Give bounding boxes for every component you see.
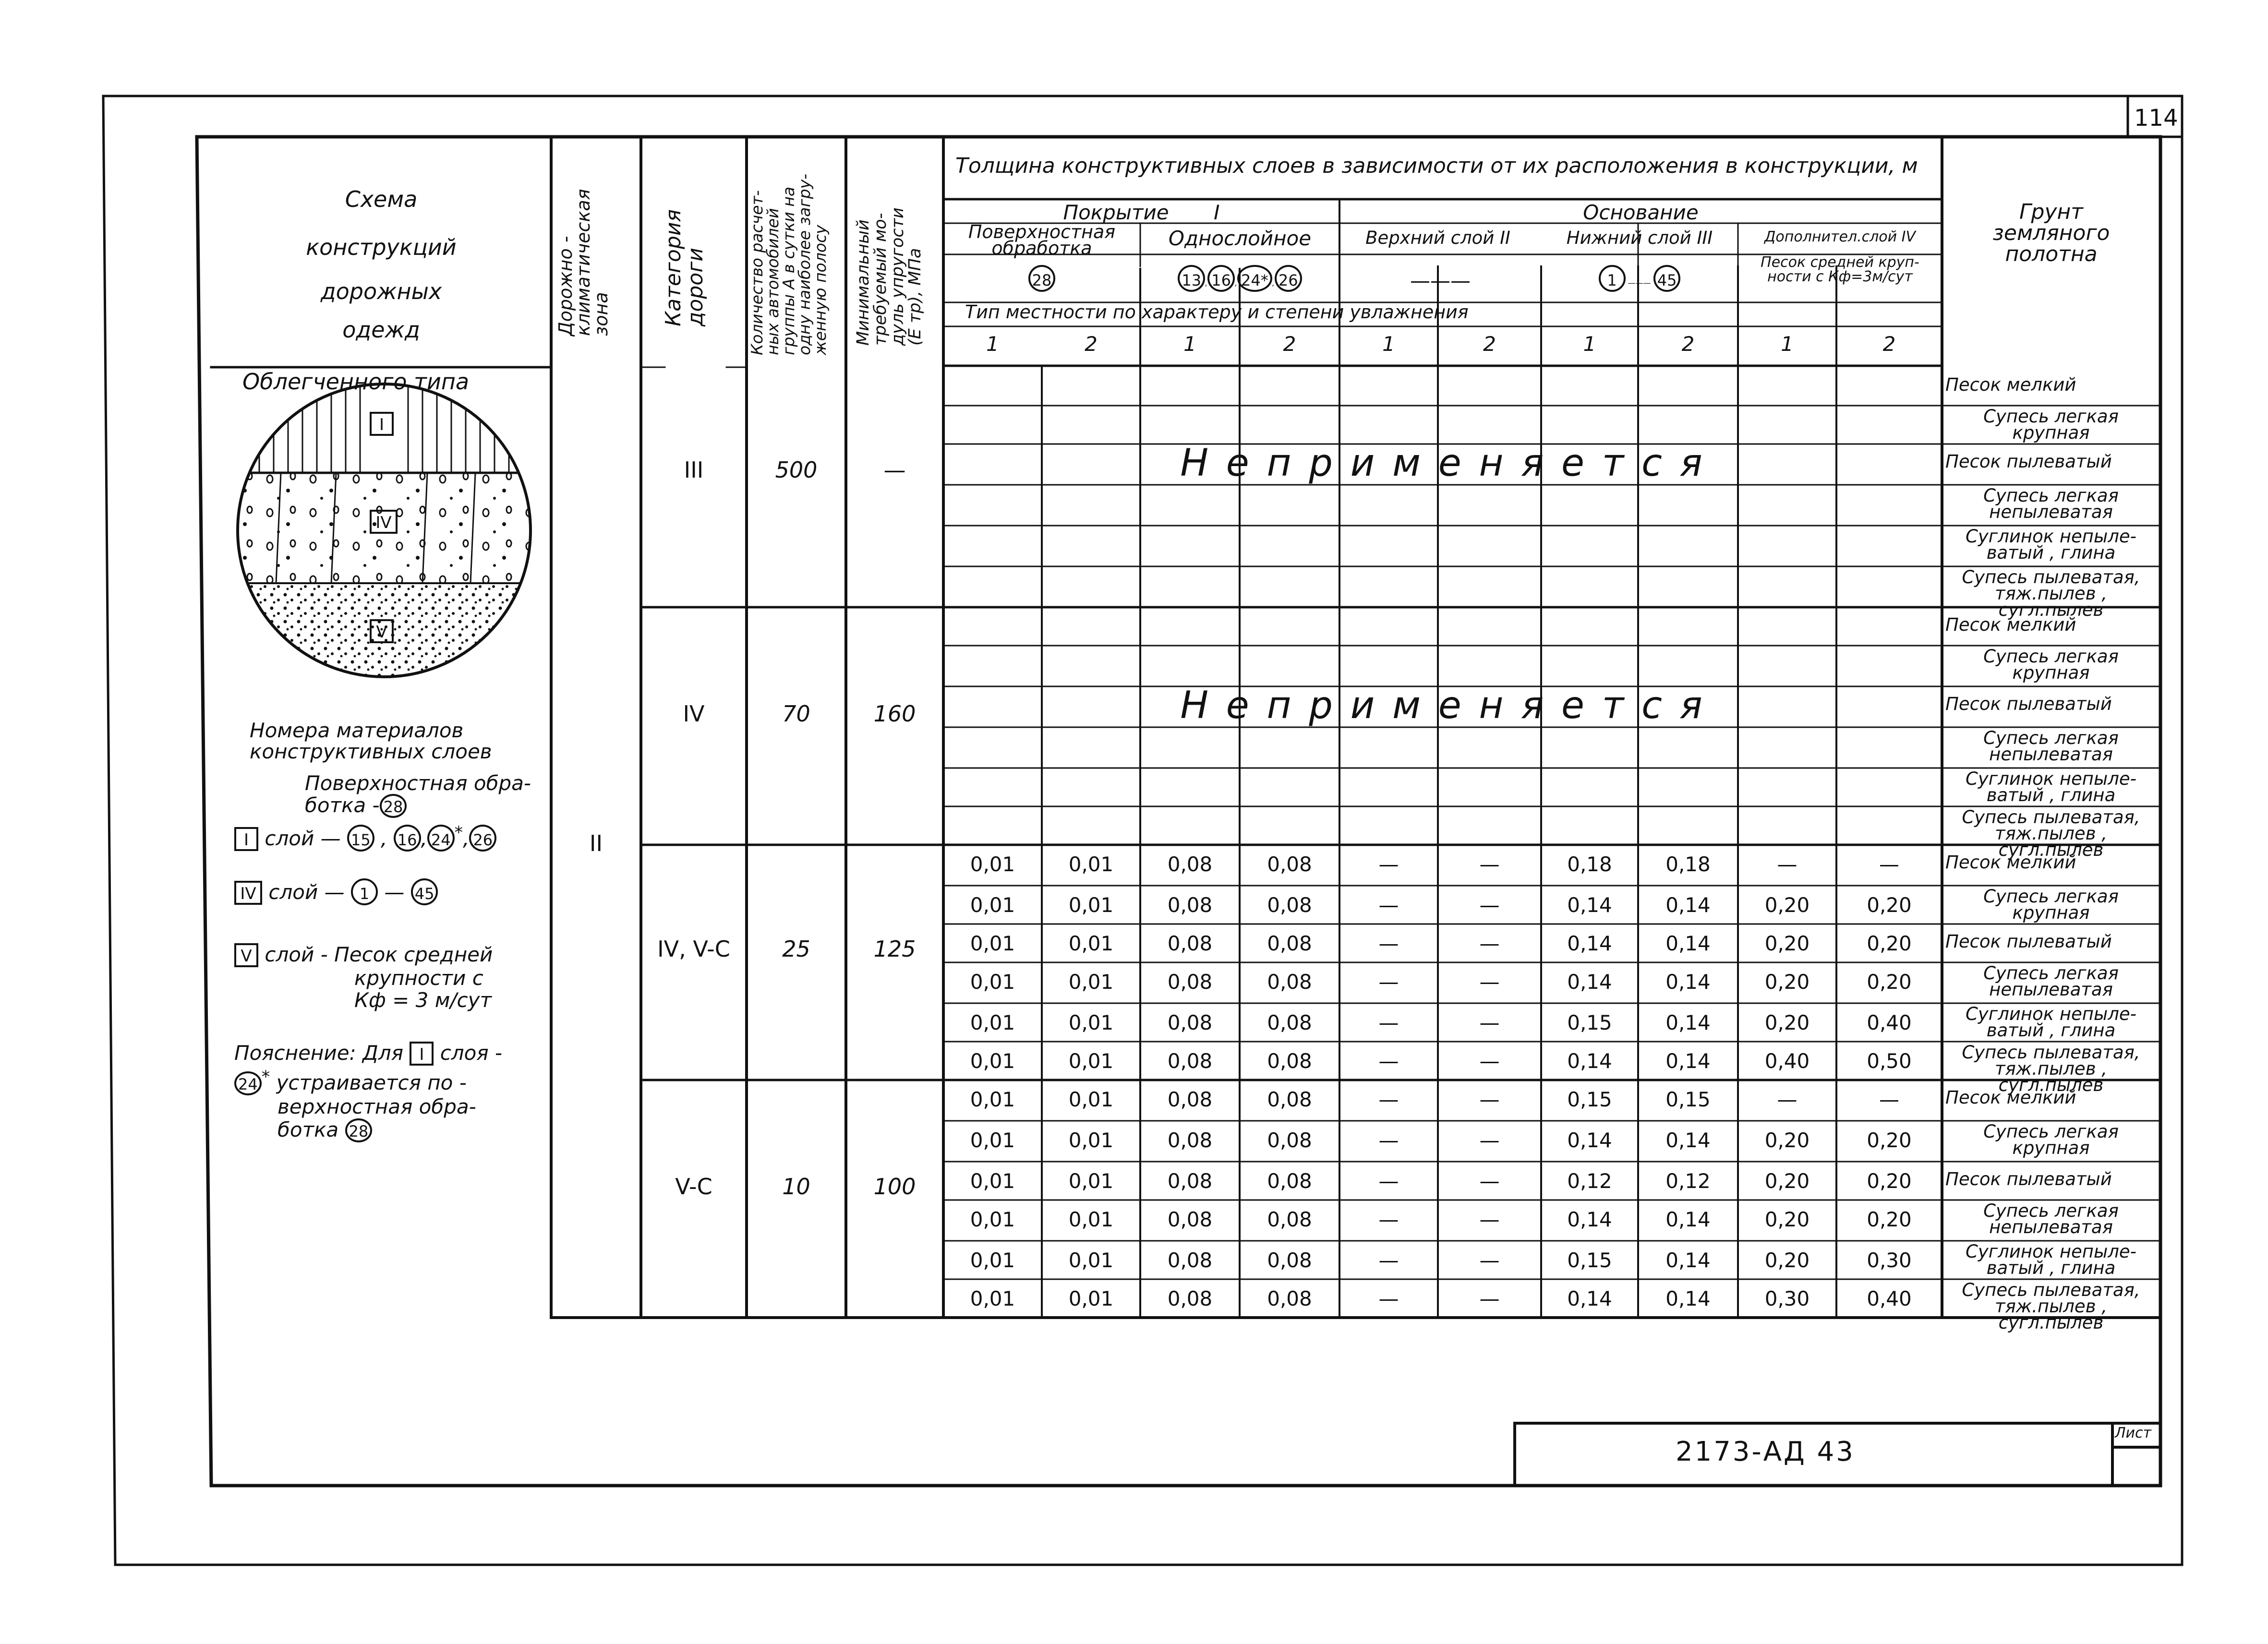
material-28: 28 [943, 265, 1140, 292]
thickness-cell: 0,20 [1764, 932, 1810, 955]
thickness-cell: 0,08 [1167, 970, 1213, 994]
thickness-cell: 0,08 [1167, 1011, 1213, 1034]
thickness-cell: 0,08 [1267, 893, 1312, 917]
thickness-cell: — [1479, 893, 1500, 917]
thickness-cell: — [1479, 852, 1500, 876]
thickness-cell: 0,08 [1267, 852, 1312, 876]
thickness-cell: 0,20 [1764, 1169, 1810, 1193]
g2-modulus: 160 [873, 701, 916, 727]
thickness-cell: 0,14 [1567, 1049, 1612, 1073]
thickness-cell: 0,08 [1267, 1128, 1312, 1152]
soil-label: Супесь пылеватая, тяж.пылев , сугл.пылев [1962, 1280, 2140, 1333]
thickness-cell: 0,15 [1567, 1088, 1612, 1111]
additional-layer-header: Дополнител.слой IV [1764, 228, 1916, 245]
layer-mark-1: I [370, 412, 394, 436]
g2-category: IV [683, 701, 705, 727]
thickness-cell: 0,18 [1665, 852, 1711, 876]
thickness-cell: — [1378, 1128, 1399, 1152]
layer-mark-5: V [370, 619, 394, 643]
layer-mark-4: IV [370, 510, 398, 534]
soil-label: Песок пылеватый [1945, 1169, 2112, 1189]
scheme-note: Пояснение: Для I слоя - 24 * устраивается по - верхностная обра- ботка 28 [234, 1041, 503, 1141]
thickness-cell: — [1378, 1049, 1399, 1073]
g4-modulus: 100 [873, 1174, 916, 1200]
thickness-cell: 0,01 [1068, 932, 1114, 955]
thickness-cell: 0,08 [1267, 1208, 1312, 1231]
thickness-cell: 0,14 [1665, 932, 1711, 955]
soil-label: Супесь пылеватая, тяж.пылев , сугл.пылев [1962, 567, 2140, 620]
surface-note: Поверхностная обра- ботка - 28 [305, 771, 531, 817]
scheme-header-4: одежд [342, 317, 420, 343]
thickness-cell: 0,08 [1167, 1088, 1213, 1111]
thickness-cell: 0,20 [1867, 1128, 1912, 1152]
thickness-cell: — [1479, 1011, 1500, 1034]
surface-treatment-header: Поверхностная обработка [968, 221, 1116, 259]
thickness-cell: 0,08 [1267, 1011, 1312, 1034]
thickness-cell: 0,08 [1267, 1169, 1312, 1193]
thickness-cell: 0,01 [970, 1049, 1015, 1073]
thickness-cell: 0,15 [1665, 1088, 1711, 1111]
thickness-cell: 0,08 [1167, 1287, 1213, 1310]
thickness-cell: — [1378, 1011, 1399, 1034]
g1-modulus: — [883, 457, 906, 483]
sub-col-4: 2 [1283, 332, 1296, 356]
thickness-cell: 0,30 [1867, 1248, 1912, 1272]
thickness-cell: 0,14 [1665, 893, 1711, 917]
soil-header: Грунт земляного полотна [1992, 200, 2110, 266]
thickness-cell: 0,08 [1167, 1049, 1213, 1073]
thickness-cell: — [1378, 893, 1399, 917]
g3-traffic: 25 [782, 936, 810, 962]
thickness-cell: 0,01 [1068, 1169, 1114, 1193]
thickness-cell: 0,08 [1167, 1248, 1213, 1272]
sub-col-8: 2 [1681, 332, 1695, 356]
thickness-cell: 0,08 [1267, 970, 1312, 994]
soil-label: Супесь пылеватая, тяж.пылев , сугл.пылев [1962, 807, 2140, 860]
thickness-cell: 0,01 [1068, 1128, 1114, 1152]
layer1-legend: I слой — 15 , 16 , 24 *, 26 [234, 823, 496, 852]
base-header: Основание [1583, 201, 1699, 224]
thickness-cell: — [1777, 1088, 1798, 1111]
g1-traffic: 500 [775, 457, 818, 483]
soil-label: Суглинок непыле- ватый , глина [1966, 768, 2136, 805]
thickness-cell: 0,40 [1764, 1049, 1810, 1073]
sub-col-3: 1 [1183, 332, 1196, 356]
sub-col-1: 1 [986, 332, 999, 356]
thickness-cell: 0,14 [1567, 1128, 1612, 1152]
thickness-cell: 0,01 [1068, 970, 1114, 994]
soil-label: Песок пылеватый [1945, 451, 2112, 472]
thickness-cell: 0,08 [1267, 1088, 1312, 1111]
thickness-cell: 0,40 [1867, 1011, 1912, 1034]
thickness-cell: 0,01 [1068, 1011, 1114, 1034]
scheme-type-title: Облегченного типа [242, 369, 470, 395]
thickness-cell: — [1378, 970, 1399, 994]
material-single: 13 , 16 , 24* , 26 [1140, 265, 1339, 292]
thickness-cell: — [1378, 1169, 1399, 1193]
soil-label: Песок мелкий [1945, 374, 2076, 395]
thickness-cell: 0,20 [1764, 1011, 1810, 1034]
thickness-cell: 0,01 [970, 970, 1015, 994]
thickness-cell: 0,01 [970, 1287, 1015, 1310]
soil-label: Супесь пылеватая, тяж.пылев , сугл.пылев [1962, 1042, 2140, 1095]
thickness-cell: 0,14 [1567, 970, 1612, 994]
thickness-cell: — [1479, 1208, 1500, 1231]
g2-not-applicable: Н е п р и м е н я е т с я [1180, 684, 1705, 727]
thickness-title: Толщина конструктивных слоев в зависимости от их расположения в конструкции, м [955, 154, 1918, 178]
zone-header: Дорожно - климатическая зона [555, 189, 612, 336]
thickness-cell: 0,08 [1267, 932, 1312, 955]
thickness-cell: 0,01 [970, 1011, 1015, 1034]
g1-not-applicable: Н е п р и м е н я е т с я [1180, 442, 1705, 485]
thickness-cell: 0,20 [1867, 970, 1912, 994]
thickness-cell: 0,08 [1167, 1208, 1213, 1231]
thickness-cell: 0,14 [1665, 1248, 1711, 1272]
thickness-cell: 0,08 [1267, 1287, 1312, 1310]
thickness-cell: — [1479, 932, 1500, 955]
sub-col-2: 2 [1085, 332, 1098, 356]
thickness-cell: 0,14 [1567, 1287, 1612, 1310]
thickness-cell: 0,12 [1665, 1169, 1711, 1193]
thickness-cell: — [1479, 970, 1500, 994]
soil-label: Песок мелкий [1945, 614, 2076, 635]
thickness-cell: — [1879, 852, 1899, 876]
thickness-cell: 0,50 [1867, 1049, 1912, 1073]
thickness-cell: 0,01 [1068, 852, 1114, 876]
thickness-cell: 0,08 [1267, 1248, 1312, 1272]
thickness-cell: 0,40 [1867, 1287, 1912, 1310]
cover-header: Покрытие I [1063, 201, 1220, 224]
soil-label: Песок пылеватый [1945, 694, 2112, 714]
thickness-cell: 0,14 [1567, 932, 1612, 955]
modulus-header: Минимальный требуемый мо- дуль упругости (Е тр), МПа [854, 207, 925, 346]
thickness-cell: 0,14 [1567, 893, 1612, 917]
thickness-cell: 0,08 [1167, 1128, 1213, 1152]
g4-category: V-С [675, 1174, 712, 1200]
g1-category: III [684, 457, 704, 483]
thickness-cell: 0,20 [1867, 893, 1912, 917]
thickness-cell: 0,20 [1867, 1208, 1912, 1231]
soil-label: Суглинок непыле- ватый , глина [1966, 1241, 2136, 1278]
thickness-cell: 0,20 [1867, 932, 1912, 955]
thickness-cell: 0,20 [1764, 1248, 1810, 1272]
soil-label: Суглинок непыле- ватый , глина [1966, 526, 2136, 563]
thickness-cell: 0,15 [1567, 1011, 1612, 1034]
lower-layer-header: Нижний слой III [1566, 228, 1713, 248]
thickness-cell: 0,01 [970, 893, 1015, 917]
thickness-cell: 0,01 [1068, 1287, 1114, 1310]
thickness-cell: 0,18 [1567, 852, 1612, 876]
thickness-cell: 0,14 [1665, 970, 1711, 994]
g4-traffic: 10 [782, 1174, 810, 1200]
material-lower: 1 ——— 45 [1541, 265, 1738, 292]
thickness-cell: — [1378, 1208, 1399, 1231]
sub-col-5: 1 [1382, 332, 1395, 356]
thickness-cell: 0,01 [1068, 1088, 1114, 1111]
thickness-cell: 0,01 [1068, 1248, 1114, 1272]
thickness-cell: 0,08 [1167, 893, 1213, 917]
page-number: 114 [2134, 105, 2178, 132]
thickness-cell: 0,14 [1665, 1287, 1711, 1310]
g3-category: IV, V-С [657, 936, 730, 962]
layer5-legend: V слой - Песок средней крупности с Кф = 3 м/сут [234, 943, 493, 1011]
thickness-cell: 0,20 [1867, 1169, 1912, 1193]
materials-heading: Номера материалов конструктивных слоев [250, 719, 492, 763]
thickness-cell: — [1378, 852, 1399, 876]
thickness-cell: — [1378, 1248, 1399, 1272]
thickness-cell: — [1479, 1287, 1500, 1310]
soil-label: Супесь легкая непылеватая [1983, 963, 2119, 1000]
document-code: 2173-АД 43 [1676, 1436, 1855, 1467]
layer4-legend: IV слой — 1 — 45 [234, 878, 438, 905]
thickness-cell: — [1479, 1169, 1500, 1193]
thickness-cell: 0,01 [970, 852, 1015, 876]
thickness-cell: 0,14 [1567, 1208, 1612, 1231]
thickness-cell: — [1378, 932, 1399, 955]
soil-label: Супесь легкая крупная [1983, 1121, 2119, 1158]
upper-layer-header: Верхний слой II [1365, 228, 1510, 248]
sub-col-7: 1 [1583, 332, 1596, 356]
thickness-cell: 0,01 [970, 1248, 1015, 1272]
thickness-cell: — [1479, 1088, 1500, 1111]
sub-col-6: 2 [1483, 332, 1496, 356]
thickness-cell: 0,14 [1665, 1208, 1711, 1231]
thickness-cell: — [1479, 1049, 1500, 1073]
g3-modulus: 125 [873, 936, 916, 962]
thickness-cell: 0,20 [1764, 893, 1810, 917]
soil-label: Супесь легкая непылеватая [1983, 485, 2119, 522]
g2-traffic: 70 [782, 701, 810, 727]
scheme-header-1: Схема [345, 186, 418, 212]
thickness-cell: 0,01 [1068, 1049, 1114, 1073]
soil-label: Супесь легкая крупная [1983, 406, 2119, 443]
thickness-cell: 0,01 [970, 932, 1015, 955]
sheet-label: Лист [2115, 1425, 2152, 1441]
soil-label: Супесь легкая крупная [1983, 646, 2119, 683]
thickness-cell: 0,08 [1167, 852, 1213, 876]
thickness-cell: 0,14 [1665, 1128, 1711, 1152]
thickness-cell: 0,12 [1567, 1169, 1612, 1193]
thickness-cell: 0,20 [1764, 1128, 1810, 1152]
soil-label: Супесь легкая непылеватая [1983, 728, 2119, 765]
thickness-cell: — [1777, 852, 1798, 876]
thickness-cell: 0,08 [1167, 1169, 1213, 1193]
sub-col-10: 2 [1882, 332, 1896, 356]
thickness-cell: 0,20 [1764, 970, 1810, 994]
category-header: Категория дороги [661, 209, 708, 326]
thickness-cell: 0,30 [1764, 1287, 1810, 1310]
thickness-cell: — [1378, 1088, 1399, 1111]
thickness-cell: 0,01 [970, 1128, 1015, 1152]
thickness-cell: — [1378, 1287, 1399, 1310]
zone-value: II [589, 830, 603, 856]
single-layer-header: Однослойное [1168, 227, 1312, 250]
soil-label: Песок мелкий [1945, 1087, 2076, 1108]
thickness-cell: 0,01 [1068, 893, 1114, 917]
terrain-header: Тип местности по характеру и степени увлажнения [965, 301, 1469, 323]
scheme-header-3: дорожных [320, 278, 442, 304]
thickness-cell: 0,08 [1167, 932, 1213, 955]
soil-label: Песок мелкий [1945, 852, 2076, 873]
soil-label: Супесь легкая крупная [1983, 886, 2119, 923]
thickness-cell: 0,01 [970, 1169, 1015, 1193]
thickness-cell: 0,01 [1068, 1208, 1114, 1231]
thickness-cell: 0,20 [1764, 1208, 1810, 1231]
upper-layer-material: ——— [1410, 269, 1471, 292]
thickness-cell: 0,14 [1665, 1049, 1711, 1073]
thickness-cell: 0,01 [970, 1088, 1015, 1111]
soil-label: Песок пылеватый [1945, 931, 2112, 952]
thickness-cell: 0,15 [1567, 1248, 1612, 1272]
thickness-cell: — [1479, 1128, 1500, 1152]
thickness-cell: — [1479, 1248, 1500, 1272]
thickness-cell: 0,14 [1665, 1011, 1711, 1034]
traffic-header: Количество расчет- ных автомобилей группы А в сутки на одну наиболее загру- женную полосу [748, 173, 830, 355]
soil-label: Суглинок непыле- ватый , глина [1966, 1004, 2136, 1041]
thickness-cell: — [1879, 1088, 1899, 1111]
soil-label: Супесь легкая непылеватая [1983, 1200, 2119, 1237]
scheme-header-2: конструкций [306, 234, 457, 260]
thickness-cell: 0,01 [970, 1208, 1015, 1231]
thickness-cell: 0,08 [1267, 1049, 1312, 1073]
sub-col-9: 1 [1781, 332, 1794, 356]
additional-desc: Песок средней круп- ности с Кф=3м/сут [1761, 254, 1919, 285]
